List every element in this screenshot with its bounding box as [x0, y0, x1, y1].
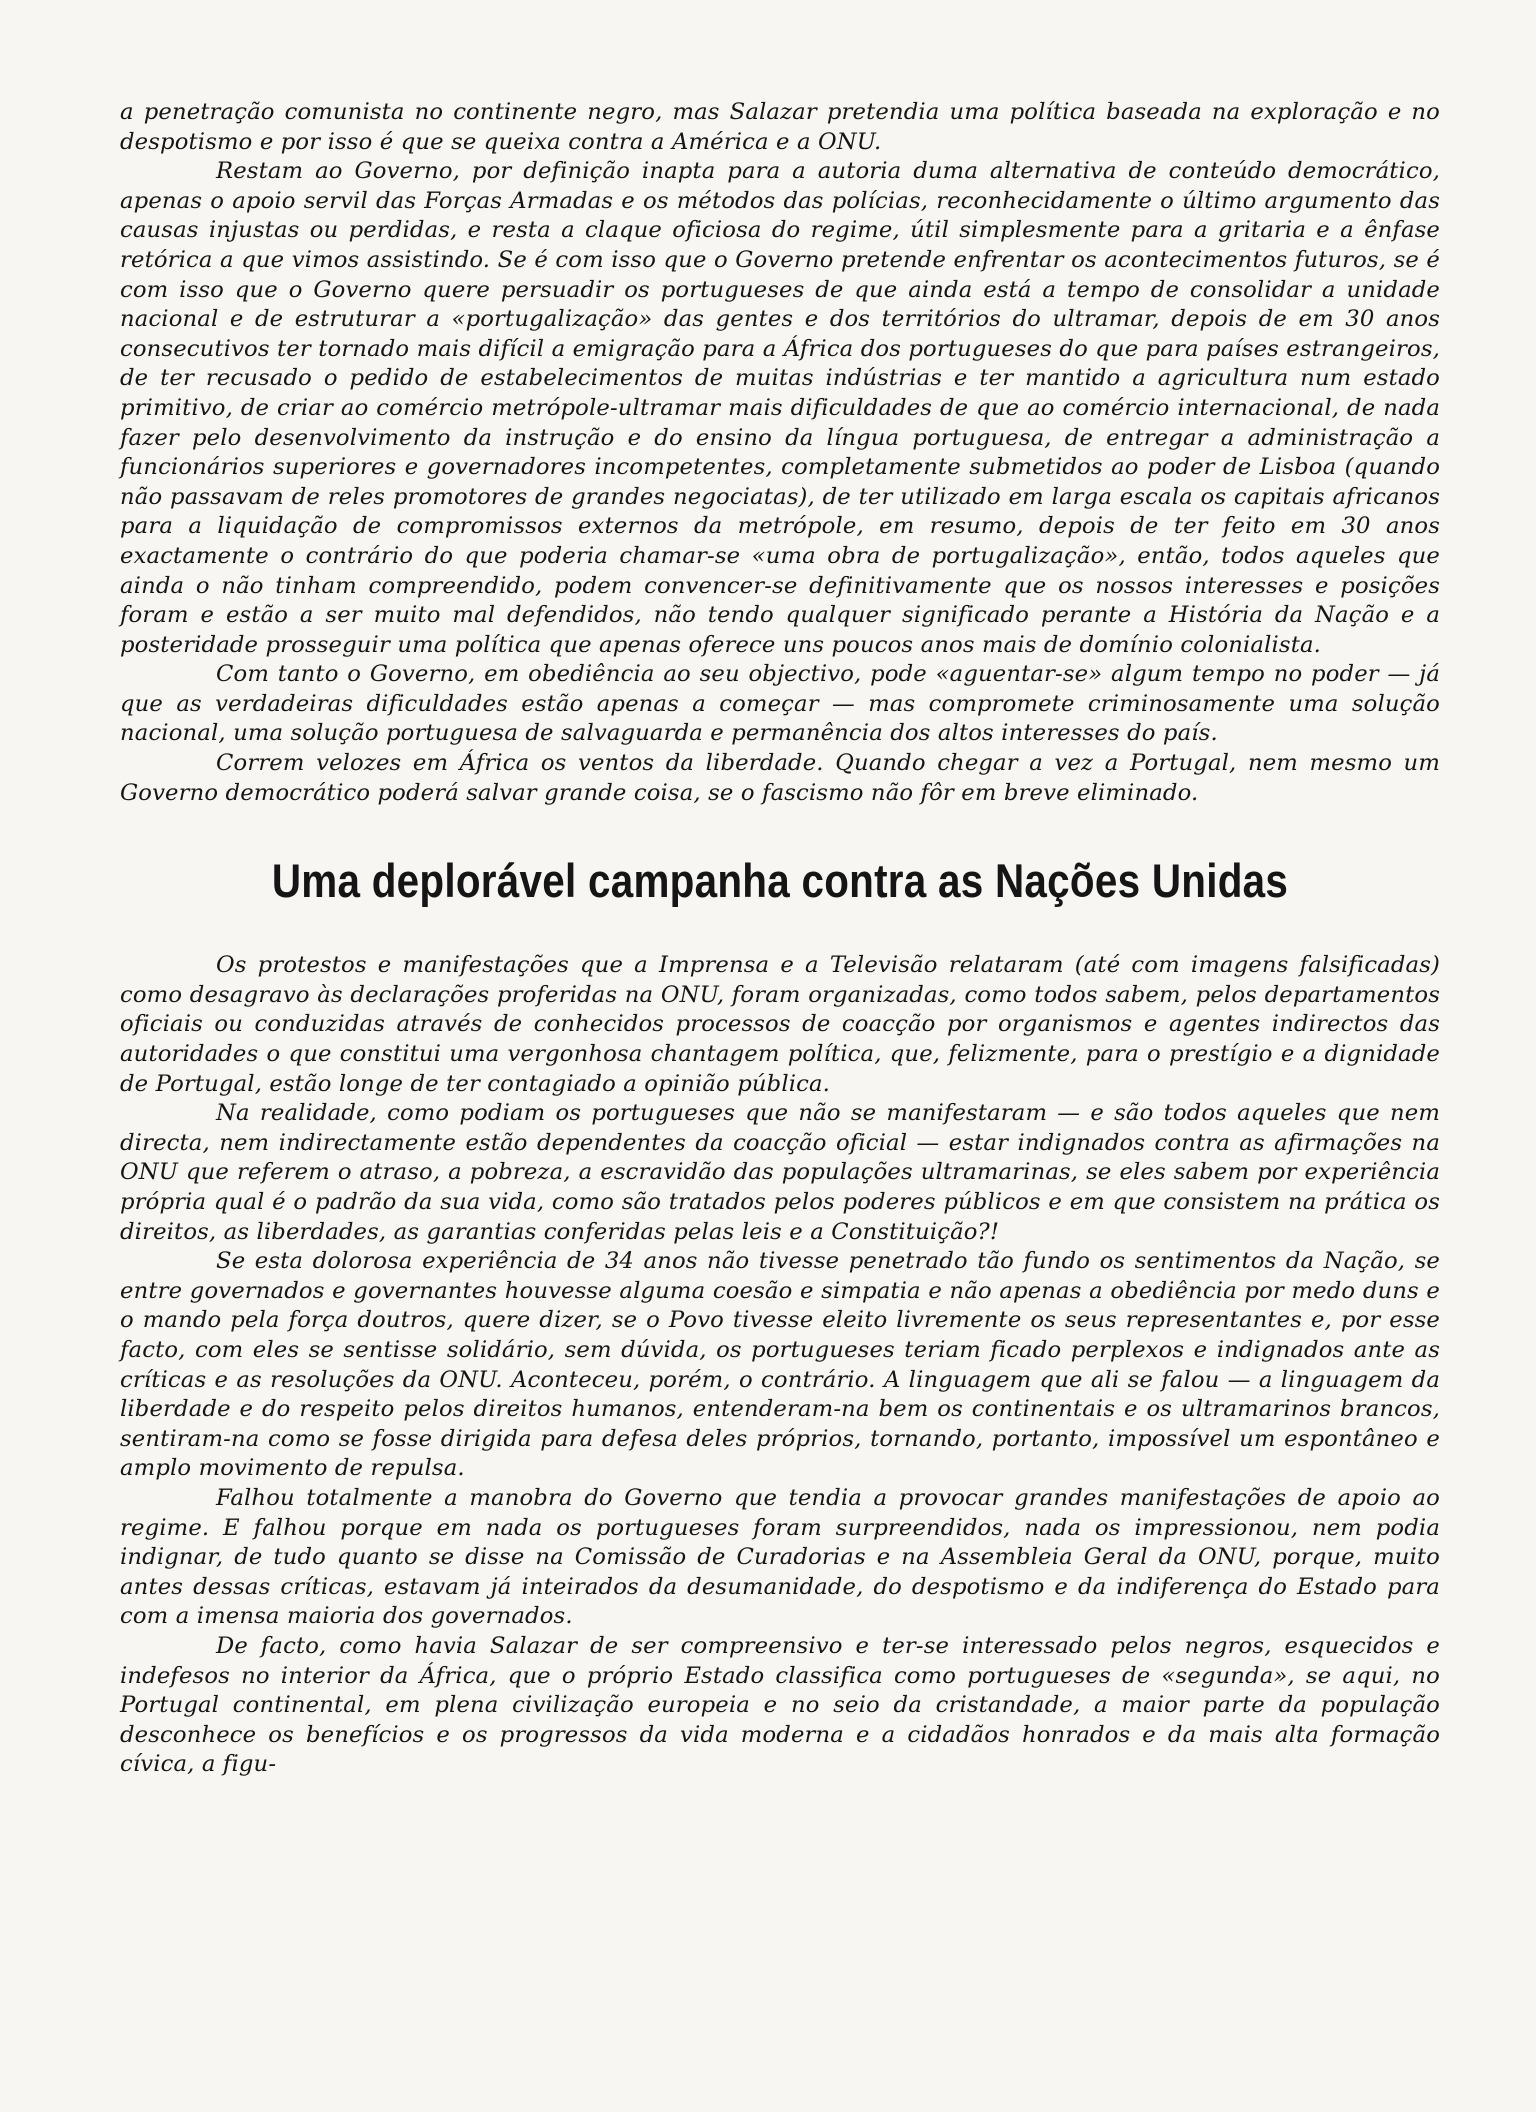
- paragraph: Com tanto o Governo, em obediência ao seu objectivo, pode «aguentar-se» algum tempo no poder — já que as verdadeiras dificuldades estão apenas a começar — mas compromete criminosamente uma solução nacional, uma solução portuguesa de salvaguarda e permanência dos altos interesses do país.: [120, 661, 1440, 747]
- paragraph: Os protestos e manifestações que a Imprensa e a Televisão relataram (até com imagens falsificadas) como desagravo às declarações proferidas na ONU, foram organizadas, como todos sabem, pelos departamentos oficiais ou conduzidas através de conhecidos processos de coacção por organismos e agentes indirectos das autoridades o que constitui uma vergonhosa chantagem política, que, felizmente, para o prestígio e a dignidade de Portugal, estão longe de ter contagiado a opinião pública.: [120, 952, 1440, 1097]
- section-title: Uma deplorável campanha contra as Nações Unidas: [271, 854, 1289, 908]
- paragraph: Na realidade, como podiam os portugueses que não se manifestaram — e são todos aqueles que nem directa, nem indirectamente estão dependentes da coacção oficial — estar indignados contra as afirmações na ONU que referem o atraso, a pobreza, a escravidão das populações ultramarinas, se eles sabem por experiência própria qual é o padrão da sua vida, como são tratados pelos poderes públicos e em que consistem na prática os direitos, as liberdades, as garantias conferidas pelas leis e a Constituição?!: [120, 1100, 1440, 1245]
- paragraph: Restam ao Governo, por definição inapta para a autoria duma alternativa de conteúdo democrático, apenas o apoio servil das Forças Armadas e os métodos das polícias, reconhecidamente o último argumento das causas injustas ou perdidas, e resta a claque oficiosa do regime, útil simplesmente para a gritaria e a ênfase retórica a que vimos assistindo. Se é com isso que o Governo pretende enfrentar os acontecimentos futuros, se é com isso que o Governo quere persuadir os portugueses de que ainda está a tempo de consolidar a unidade nacional e de estruturar a «portugalização» das gentes e dos territórios do ultramar, depois de em 30 anos consecutivos ter tornado mais difícil a emigração para a África dos portugueses do que para países estrangeiros, de ter recusado o pedido de estabelecimentos de muitas indústrias e ter mantido a agricultura num estado primitivo, de criar ao comércio metrópole-ultramar mais dificuldades de que ao comércio internacional, de nada fazer pelo desenvolvimento da instrução e do ensino da língua portuguesa, de entregar a administração a funcionários superiores e governadores incompetentes, completamente submetidos ao poder de Lisboa (quando não passavam de reles promotores de grandes negociatas), de ter utilizado em larga escala os capitais africanos para a liquidação de compromissos externos da metrópole, em resumo, depois de ter feito em 30 anos exactamente o contrário do que poderia chamar-se «uma obra de portugalização», então, todos aqueles que ainda o não tinham compreendido, podem convencer-se definitivamente que os nossos interesses e posições foram e estão a ser muito mal defendidos, não tendo qualquer significado perante a História da Nação e a posteridade prosseguir uma política que apenas oferece uns poucos anos mais de domínio colonialista.: [120, 158, 1440, 658]
- article-intro: [120, 98, 1440, 808]
- paragraph: Correm velozes em África os ventos da liberdade. Quando chegar a vez a Portugal, nem mesmo um Governo democrático poderá salvar grande coisa, se o fascismo não fôr em breve eliminado.: [120, 750, 1440, 806]
- paragraph: De facto, como havia Salazar de ser compreensivo e ter-se interessado pelos negros, esquecidos e indefesos no interior da África, que o próprio Estado classifica como portugueses de «segunda», se aqui, no Portugal continental, em plena civilização europeia e no seio da cristandade, a maior parte da população desconhece os benefícios e os progressos da vida moderna e a cidadãos honrados e da mais alta formação cívica, a figu-: [120, 1632, 1440, 1778]
- paragraph: a penetração comunista no continente negro, mas Salazar pretendia uma política baseada na exploração e no despotismo e por isso é que se queixa contra a América e a ONU.: [120, 99, 1440, 155]
- document-page: [120, 98, 1440, 1780]
- paragraph: Falhou totalmente a manobra do Governo que tendia a provocar grandes manifestações de apoio ao regime. E falhou porque em nada os portugueses foram surpreendidos, nada os impressionou, nem podia indignar, de tudo quanto se disse na Comissão de Curadorias e na Assembleia Geral da ONU, porque, muito antes dessas críticas, estavam já inteirados da desumanidade, do despotismo e da indiferença do Estado para com a imensa maioria dos governados.: [120, 1484, 1440, 1630]
- section-body: [120, 951, 1440, 1780]
- paragraph: Se esta dolorosa experiência de 34 anos não tivesse penetrado tão fundo os sentimentos da Nação, se entre governados e governantes houvesse alguma coesão e simpatia e não apenas a obediência por medo duns e o mando pela força doutros, quere dizer, se o Povo tivesse eleito livremente os seus representantes e, por esse facto, com eles se sentisse solidário, sem dúvida, os portugueses teriam ficado perplexos e indignados ante as críticas e as resoluções da ONU. Aconteceu, porém, o contrário. A linguagem que ali se falou — a linguagem da liberdade e do respeito pelos direitos humanos, entenderam-na bem os continentais e os ultramarinos brancos, sentiram-na como se fosse dirigida para defesa deles próprios, tornando, portanto, impossível um espontâneo e amplo movimento de repulsa.: [120, 1248, 1440, 1482]
